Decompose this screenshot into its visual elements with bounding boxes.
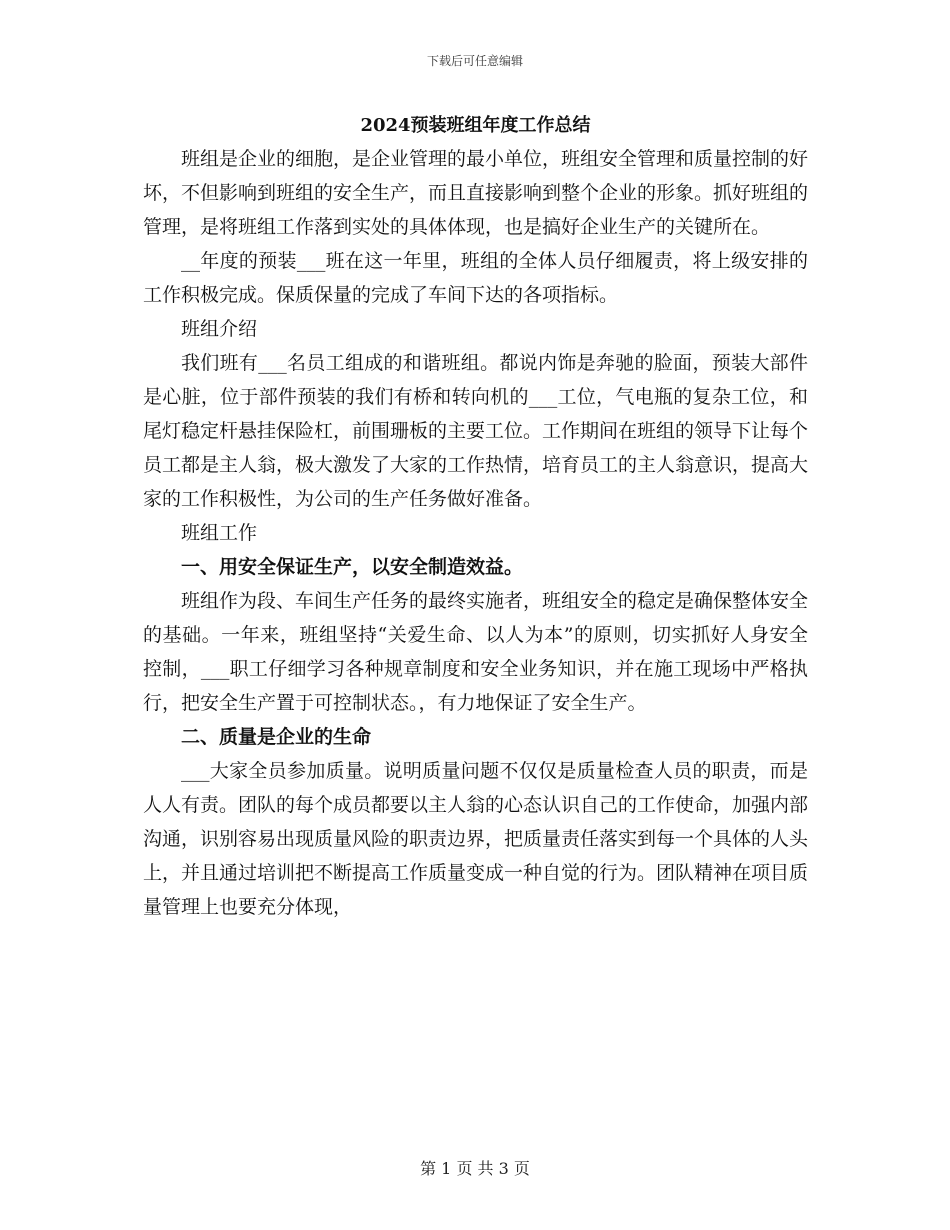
paragraph-intro: 班组是企业的细胞，是企业管理的最小单位，班组安全管理和质量控制的好坏，不但影响到班组的安全生产，而且直接影响到整个企业的形象。抓好班组的管理，是将班组工作落到实处的具体体现，也是搞好企业生产的关键所在。 (143, 148, 809, 238)
heading-quality: 二、质量是企业的生命 (181, 726, 372, 748)
page-header-note: 下载后可任意编辑 (426, 54, 523, 68)
document-body (143, 112, 808, 924)
paragraph-quality: ___大家全员参加质量。说明质量问题不仅仅是质量检查人员的职责，而是人人有责。团队的每个成员都要以主人翁的心态认识自己的工作使命，加强内部沟通，识别容易出现质量风险的职责边界，把质量责任落实到每一个具体的人头上，并且通过培训把不断提高工作质量变成一种自觉的行为。团队精神在项目质量管理上也要充分体现， (143, 760, 809, 918)
paragraph-team-intro: 我们班有___名员工组成的和谐班组。都说内饰是奔驰的脸面，预装大部件是心脏，位于部件预装的我们有桥和转向机的___工位，气电瓶的复杂工位，和尾灯稳定杆悬挂保险杠，前围珊板的主要工位。工作期间在班组的领导下让每个员工都是主人翁，极大激发了大家的工作热情，培育员工的主人翁意识，提高大家的工作积极性，为公司的生产任务做好准备。 (143, 352, 809, 510)
paragraph-safety: 班组作为段、车间生产任务的最终实施者，班组安全的稳定是确保整体安全的基础。一年来，班组坚持“关爱生命、以人为本”的原则，切实抓好人身安全控制，___职工仔细学习各种规章制度和安全业务知识，并在施工现场中严格执行，把安全生产置于可控制状态。，有力地保证了安全生产。 (143, 590, 809, 714)
section-label-team-intro: 班组介绍 (181, 318, 258, 340)
document-title: 2024预装班组年度工作总结 (360, 115, 591, 136)
heading-safety: 一、用安全保证生产，以安全制造效益。 (181, 556, 524, 578)
section-label-team-work: 班组工作 (181, 522, 258, 544)
page-number: 第 1 页 共 3 页 (420, 1159, 530, 1178)
paragraph-year-summary: __年度的预装___班在这一年里，班组的全体人员仔细履责，将上级安排的工作积极完成。保质保量的完成了车间下达的各项指标。 (143, 250, 808, 306)
